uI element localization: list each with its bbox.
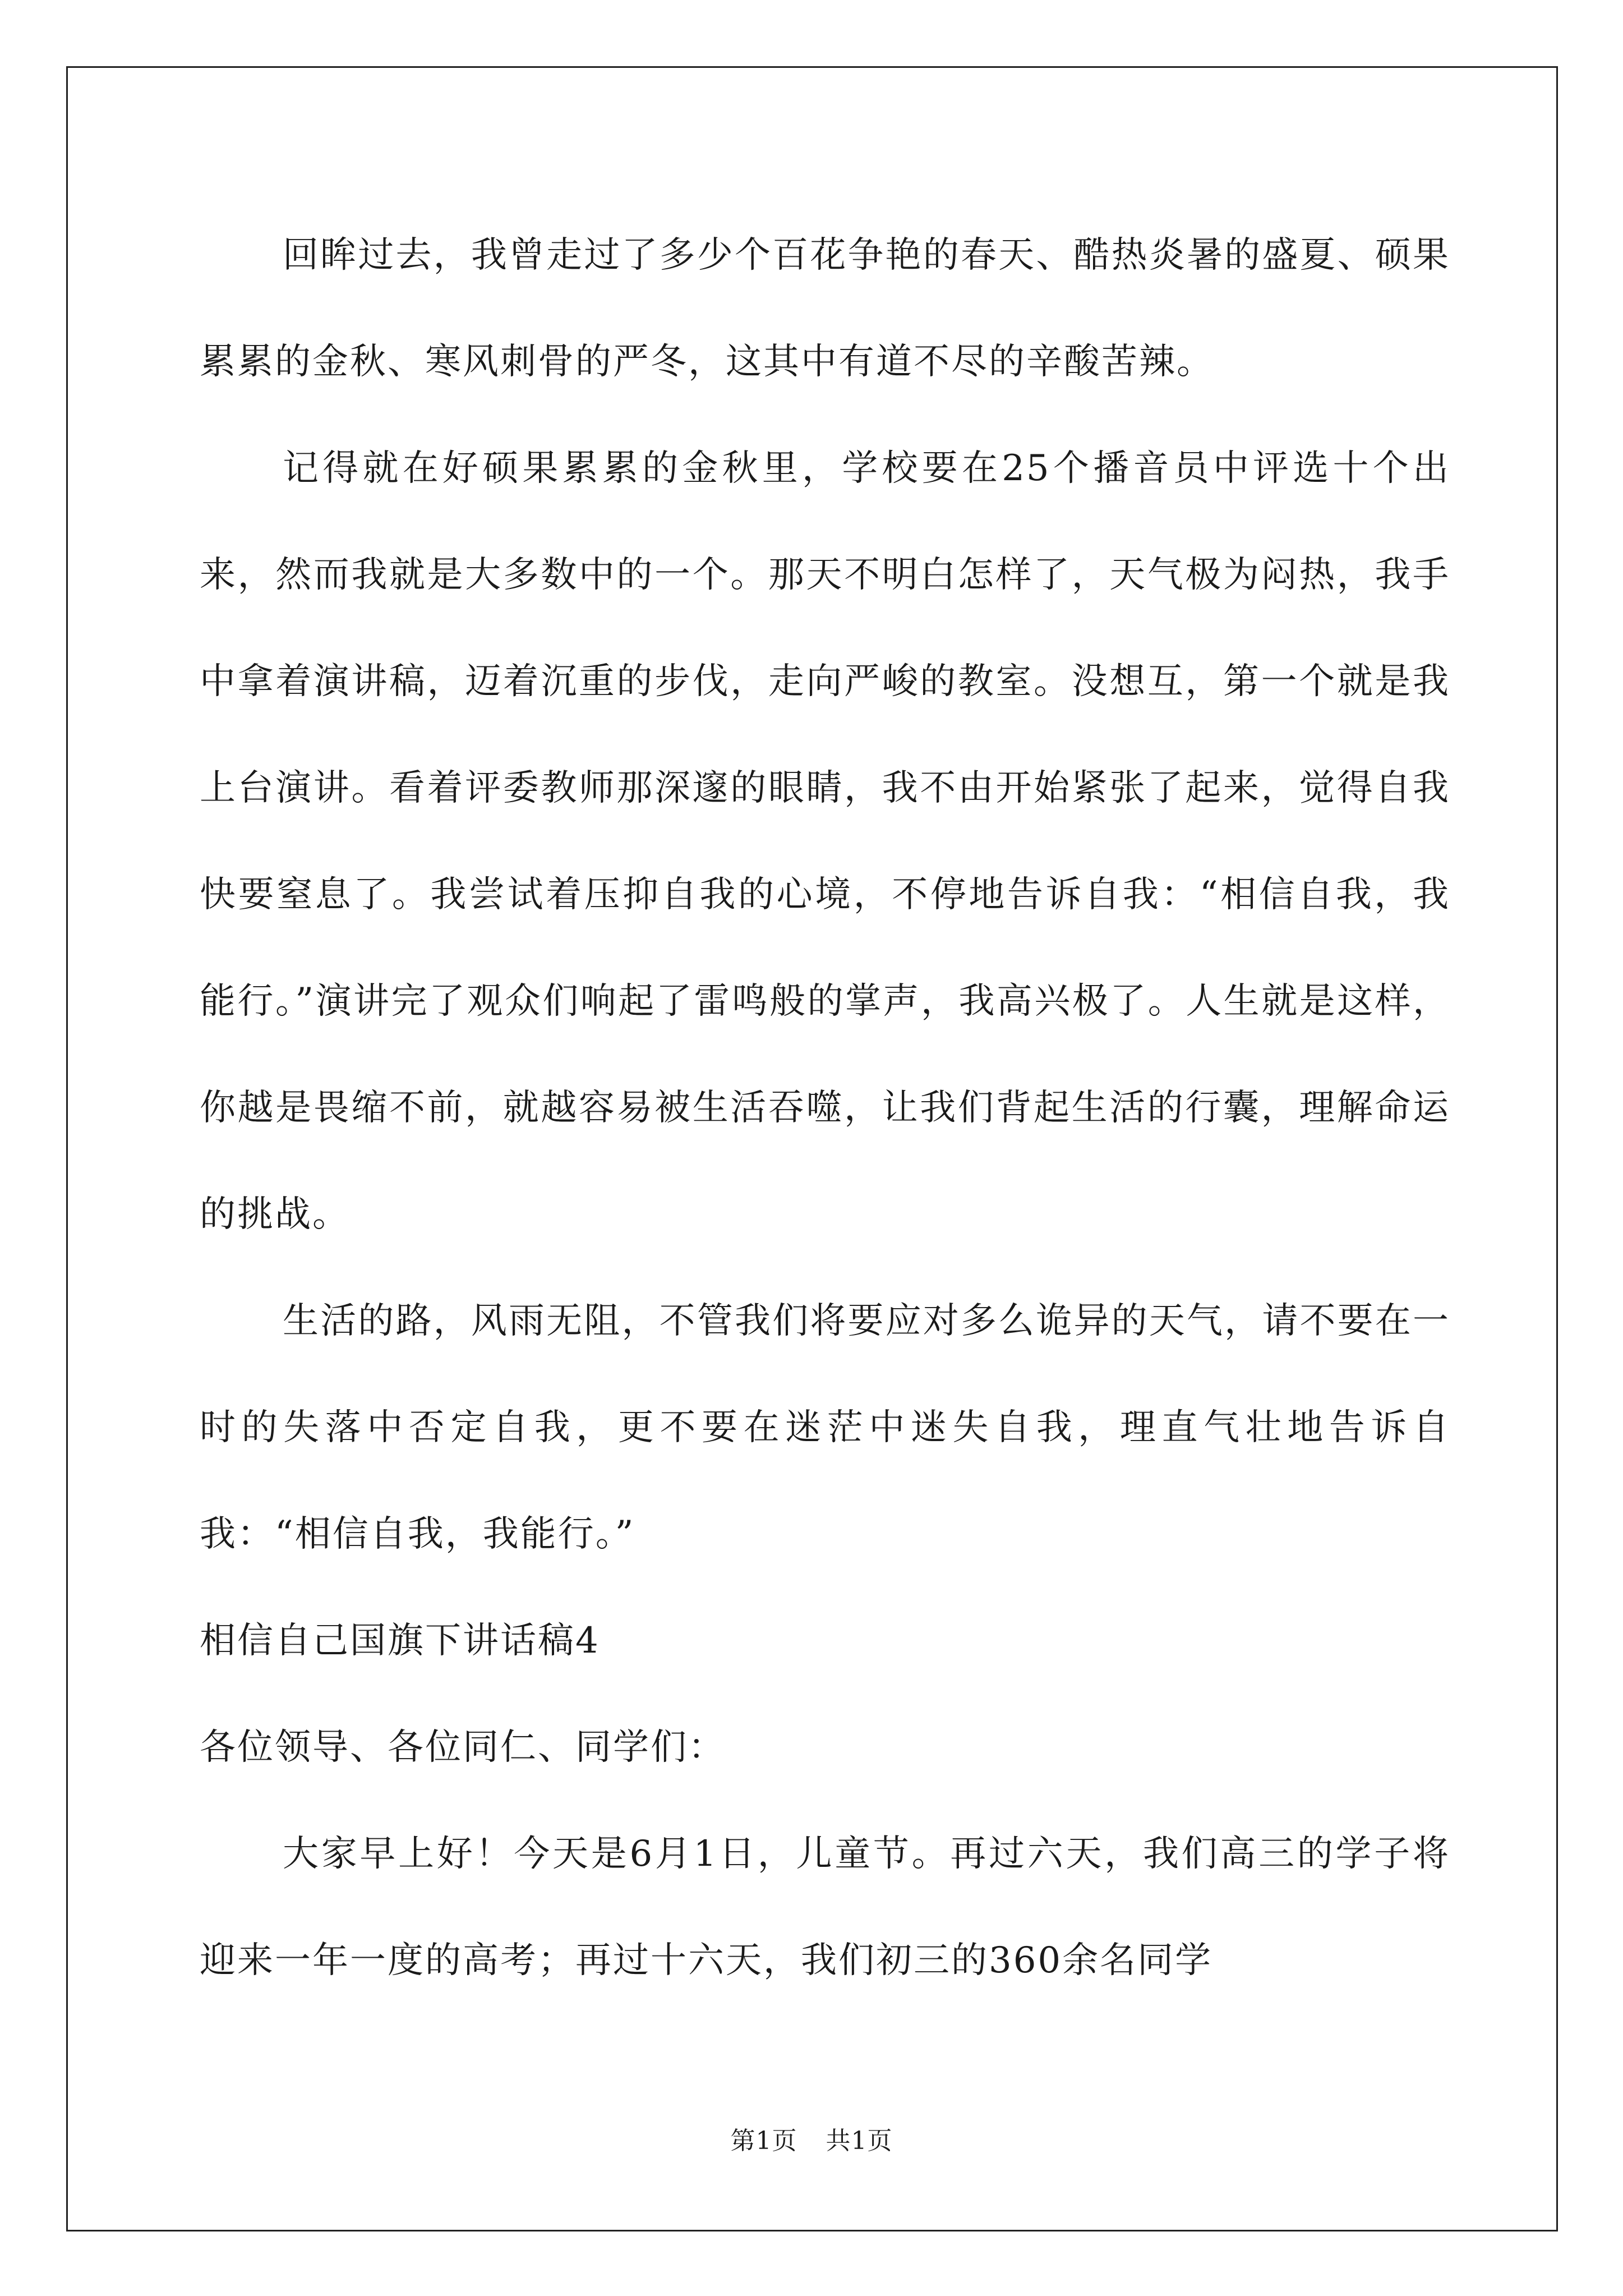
paragraph-1: 回眸过去，我曾走过了多少个百花争艳的春天、酷热炎暑的盛夏、硕果累累的金秋、寒风刺骨的严冬，这其中有道不尽的辛酸苦辣。 <box>200 234 1450 383</box>
salutation: 各位领导、各位同仁、同学们： <box>200 1727 726 1768</box>
paragraph-4: 大家早上好！今天是6月1日，儿童节。再过六天，我们高三的学子将迎来一年一度的高考；再过十六天，我们初三的360余名同学 <box>200 1833 1450 1981</box>
section-title: 相信自己国旗下讲话稿4 <box>200 1620 600 1662</box>
paragraph-2: 记得就在好硕果累累的金秋里，学校要在25个播音员中评选十个出来，然而我就是大多数中的一个。那天不明白怎样了，天气极为闷热，我手中拿着演讲稿，迈着沉重的步伐，走向严峻的教室。没想互，第一个就是我上台演讲。看着评委教师那深邃的眼睛，我不由开始紧张了起来，觉得自我快要窒息了。我尝试着压抑自我的心境，不停地告诉自我：“相信自我，我能行。”演讲完了观众们响起了雷鸣般的掌声，我高兴极了。人生就是这样，你越是畏缩不前，就越容易被生活吞噬，让我们背起生活的行囊，理解命运的挑战。 <box>200 448 1450 1235</box>
page-footer <box>0 2120 1623 2156</box>
page-number: 第1页 <box>730 2127 797 2155</box>
page-total: 共1页 <box>826 2127 893 2155</box>
paragraph-3: 生活的路，风雨无阻，不管我们将要应对多么诡异的天气，请不要在一时的失落中否定自我，更不要在迷茫中迷失自我，理直气壮地告诉自我：“相信自我，我能行。” <box>200 1300 1450 1555</box>
